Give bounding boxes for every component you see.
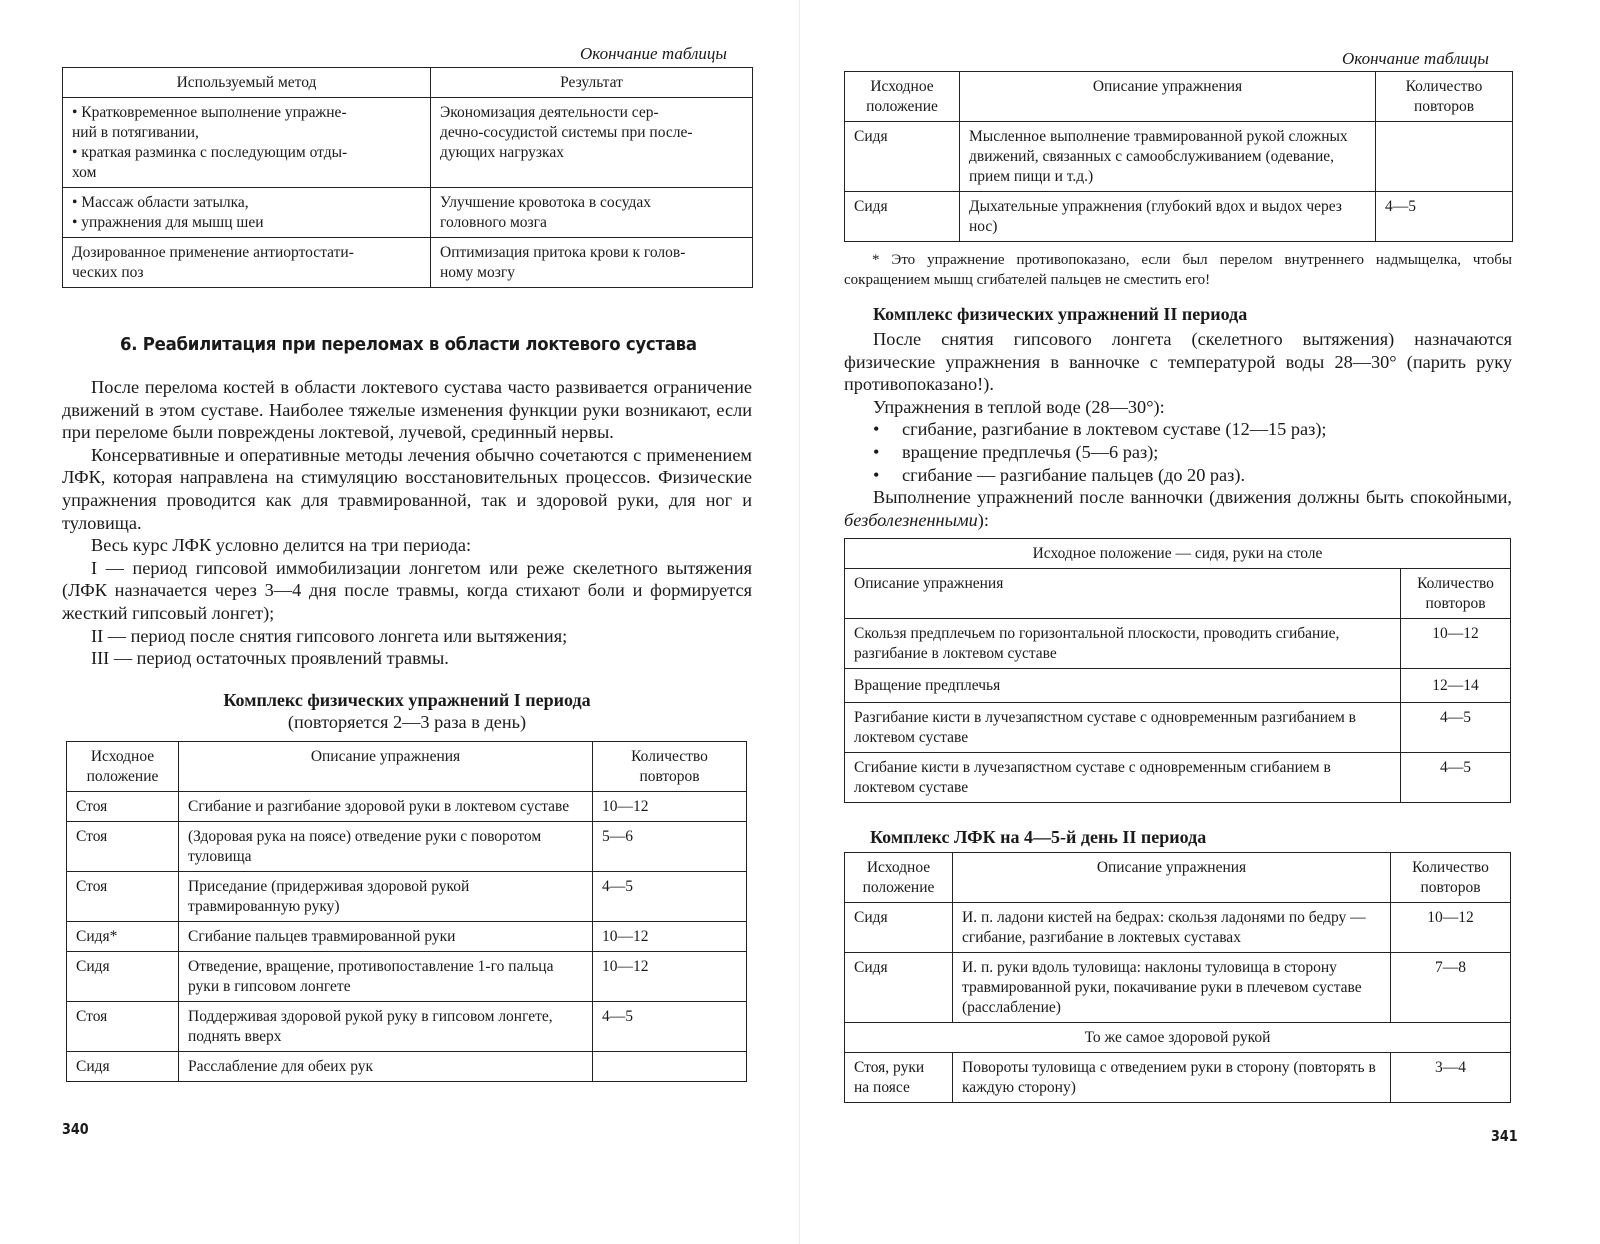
position-cell: Сидя [67, 952, 179, 1002]
method-cell [63, 238, 431, 288]
bath-table [844, 538, 1511, 803]
table-row [67, 922, 747, 952]
list-item: • вращение предплечья (5—6 раз); [873, 441, 1512, 464]
description-cell: И. п. руки вдоль туловища: наклоны туловища в сторону травмированной руки, покачивание руки в плечевом суставе (расслабление) [953, 953, 1391, 1023]
count-cell: 10—12 [593, 952, 747, 1002]
table-row [845, 669, 1511, 703]
description-cell: Расслабление для обеих рук [179, 1052, 593, 1082]
right-page [800, 0, 1600, 1244]
count-cell: 5—6 [593, 822, 747, 872]
complex3-title: Комплекс ЛФК на 4—5-й день II периода [870, 827, 1207, 847]
position-cell: Стоя, руки на поясе [845, 1053, 953, 1103]
count-cell: 4—5 [1401, 703, 1511, 753]
position-cell: Сидя [845, 903, 953, 953]
span-header: Исходное положение — сидя, руки на столе [845, 539, 1511, 569]
cell-line: ний в потягивании, [72, 124, 199, 141]
table-header-row [845, 72, 1513, 122]
table-header-row [845, 569, 1511, 619]
position-cell: Стоя [67, 792, 179, 822]
paragraph: Весь курс ЛФК условно делится на три периода: [91, 535, 472, 556]
table-span-header-row [845, 539, 1511, 569]
body-text [62, 376, 752, 670]
description-cell: Повороты туловища с отведением руки в сторону (повторять в каждую сторону) [953, 1053, 1391, 1103]
count-cell: 10—12 [593, 922, 747, 952]
paragraph: Упражнения в теплой воде (28—30°): [873, 396, 1165, 417]
table-row [845, 903, 1511, 953]
count-cell: 10—12 [593, 792, 747, 822]
column-header: Описание упражнения [960, 72, 1376, 122]
count-cell: 12—14 [1401, 669, 1511, 703]
result-cell [431, 98, 753, 188]
cell-line: • Кратковременное выполнение упражне- [72, 104, 347, 121]
continuation-table [844, 71, 1513, 242]
table-row [845, 192, 1513, 242]
count-cell: 3—4 [1391, 1053, 1511, 1103]
cell-line: дующих нагрузках [440, 144, 564, 161]
position-cell: Стоя [67, 1002, 179, 1052]
table-span-row [845, 1023, 1511, 1053]
count-cell: 4—5 [1401, 753, 1511, 803]
cell-line: хом [72, 164, 97, 181]
count-cell: 4—5 [593, 1002, 747, 1052]
section-heading: 6. Реабилитация при переломах в области локтевого сустава [120, 334, 697, 355]
position-cell: Сидя [845, 192, 960, 242]
count-cell: 10—12 [1391, 903, 1511, 953]
column-header: Количество повторов [1391, 853, 1511, 903]
table-row [67, 1052, 747, 1082]
table-row [63, 238, 753, 288]
method-cell [63, 98, 431, 188]
table-row [67, 792, 747, 822]
description-cell: (Здоровая рука на поясе) отведение руки с поворотом туловища [179, 822, 593, 872]
cell-line: Дозированное применение антиортостати- [72, 244, 354, 261]
cell-line: Улучшение кровотока в сосудах [440, 194, 651, 211]
list-item: • сгибание — разгибание пальцев (до 20 раз). [873, 464, 1512, 487]
count-cell: 4—5 [1376, 192, 1513, 242]
table-row [67, 952, 747, 1002]
table-header-row [63, 68, 753, 98]
table-row [845, 619, 1511, 669]
cell-line: • упражнения для мышц шеи [72, 214, 264, 231]
cell-line: головного мозга [440, 214, 547, 231]
description-cell: И. п. ладони кистей на бедрах: скользя ладонями по бедру — сгибание, разгибание в локтевых суставах [953, 903, 1391, 953]
count-cell [593, 1052, 747, 1082]
column-header: Количество повторов [1376, 72, 1513, 122]
paragraph: Консервативные и оперативные методы лечения обычно сочетаются с применением ЛФК, которая направлена на стимуляцию восстановительных процессов. Физические упражнения проводится как для травмированной, так и здоровой руки, для ног и туловища. [62, 444, 752, 533]
cell-line: • краткая разминка с последующим отды- [72, 144, 348, 161]
description-cell: Поддерживая здоровой рукой руку в гипсовом лонгете, поднять вверх [179, 1002, 593, 1052]
position-cell: Сидя [67, 1052, 179, 1082]
page-number: 340 [62, 1120, 89, 1138]
column-header: Описание упражнения [179, 742, 593, 792]
position-cell: Сидя* [67, 922, 179, 952]
paragraph: После снятия гипсового лонгета (скелетного вытяжения) назначаются физические упражнения в ванночке с температурой воды 28—30° (парить руку противопоказано!). [844, 329, 1512, 395]
cell-line: • Массаж области затылка, [72, 194, 249, 211]
complex1-title: Комплекс физических упражнений I периода [223, 690, 591, 710]
column-header: Исходное положение [845, 72, 960, 122]
count-cell [1376, 122, 1513, 192]
table-row [845, 1053, 1511, 1103]
description-cell: Отведение, вращение, противопоставление 1-го пальца руки в гипсовом лонгете [179, 952, 593, 1002]
table-row [63, 188, 753, 238]
description-cell: Дыхательные упражнения (глубокий вдох и выдох через нос) [960, 192, 1376, 242]
list-item: • сгибание, разгибание в локтевом суставе (12—15 раз); [873, 418, 1512, 441]
table-row [845, 753, 1511, 803]
column-header: Исходное положение [67, 742, 179, 792]
body-text [844, 328, 1512, 531]
table-header-row [67, 742, 747, 792]
description-cell: Вращение предплечья [845, 669, 1401, 703]
result-cell [431, 238, 753, 288]
continuation-note: Окончание таблицы [1342, 49, 1489, 68]
column-header: Количество повторов [1401, 569, 1511, 619]
italic-span: безболезненными [844, 509, 978, 530]
column-header: Описание упражнения [845, 569, 1401, 619]
page-number: 341 [1491, 1127, 1518, 1145]
count-cell: 7—8 [1391, 953, 1511, 1023]
column-header: Описание упражнения [953, 853, 1391, 903]
complex1-table [66, 741, 747, 1082]
paragraph: После перелома костей в области локтевого сустава часто развивается ограничение движений в этом суставе. Наиболее тяжелые изменения функции руки возникают, если при переломе были повреждены локтевой, лучевой, срединный нервы. [62, 377, 752, 443]
description-cell: Сгибание и разгибание здоровой руки в локтевом суставе [179, 792, 593, 822]
method-cell [63, 188, 431, 238]
paragraph: II — период после снятия гипсового лонгета или вытяжения; [91, 625, 568, 646]
paragraph: III — период остаточных проявлений травмы. [91, 648, 449, 669]
column-header: Результат [431, 68, 753, 98]
cell-line: ному мозгу [440, 264, 515, 281]
bullet-list [844, 418, 1512, 486]
position-cell: Стоя [67, 822, 179, 872]
column-header: Количество повторов [593, 742, 747, 792]
description-cell: Разгибание кисти в лучезапястном суставе с одновременным разгибанием в локтевом суставе [845, 703, 1401, 753]
table-row [67, 872, 747, 922]
table-row [845, 953, 1511, 1023]
paragraph: I — период гипсовой иммобилизации лонгетом или реже скелетного вытяжения (ЛФК назначается через 3—4 дня после травмы, когда стихают боли и формируется жесткий гипсовый лонгет); [62, 557, 752, 623]
complex2-title: Комплекс физических упражнений II периода [873, 304, 1248, 324]
description-cell: Сгибание кисти в лучезапястном суставе с одновременным сгибанием в локтевом суставе [845, 753, 1401, 803]
description-cell: Скользя предплечьем по горизонтальной плоскости, проводить сгибание, разгибание в локтевом суставе [845, 619, 1401, 669]
table-row [845, 122, 1513, 192]
table-row [67, 822, 747, 872]
footnote: * Это упражнение противопоказано, если был перелом внутреннего надмыщелка, чтобы сокращением мышц сгибателей пальцев не сместить его! [844, 252, 1512, 288]
method-table [62, 67, 753, 288]
cell-line: Оптимизация притока крови к голов- [440, 244, 686, 261]
count-cell: 4—5 [593, 872, 747, 922]
table-row [845, 703, 1511, 753]
text-span: ): [977, 509, 989, 530]
text-span: Выполнение упражнений после ванночки (движения должны быть спокойными, [873, 487, 1512, 508]
cell-line: Экономизация деятельности сер- [440, 104, 659, 121]
complex1-subtitle: (повторяется 2—3 раза в день) [287, 712, 527, 732]
position-cell: Стоя [67, 872, 179, 922]
description-cell: Приседание (придерживая здоровой рукой травмированную руку) [179, 872, 593, 922]
description-cell: Сгибание пальцев травмированной руки [179, 922, 593, 952]
position-cell: Сидя [845, 953, 953, 1023]
span-cell: То же самое здоровой рукой [845, 1023, 1511, 1053]
column-header: Исходное положение [845, 853, 953, 903]
complex3-table [844, 852, 1511, 1103]
cell-line: ческих поз [72, 264, 144, 281]
column-header: Используемый метод [63, 68, 431, 98]
table-header-row [845, 853, 1511, 903]
cell-line: дечно-сосудистой системы при после- [440, 124, 693, 141]
paragraph [844, 486, 1512, 531]
count-cell: 10—12 [1401, 619, 1511, 669]
table-row [63, 98, 753, 188]
description-cell: Мысленное выполнение травмированной рукой сложных движений, связанных с самообслуживанием (одевание, прием пищи и т.д.) [960, 122, 1376, 192]
table-row [67, 1002, 747, 1052]
position-cell: Сидя [845, 122, 960, 192]
result-cell [431, 188, 753, 238]
continuation-note: Окончание таблицы [580, 44, 727, 63]
